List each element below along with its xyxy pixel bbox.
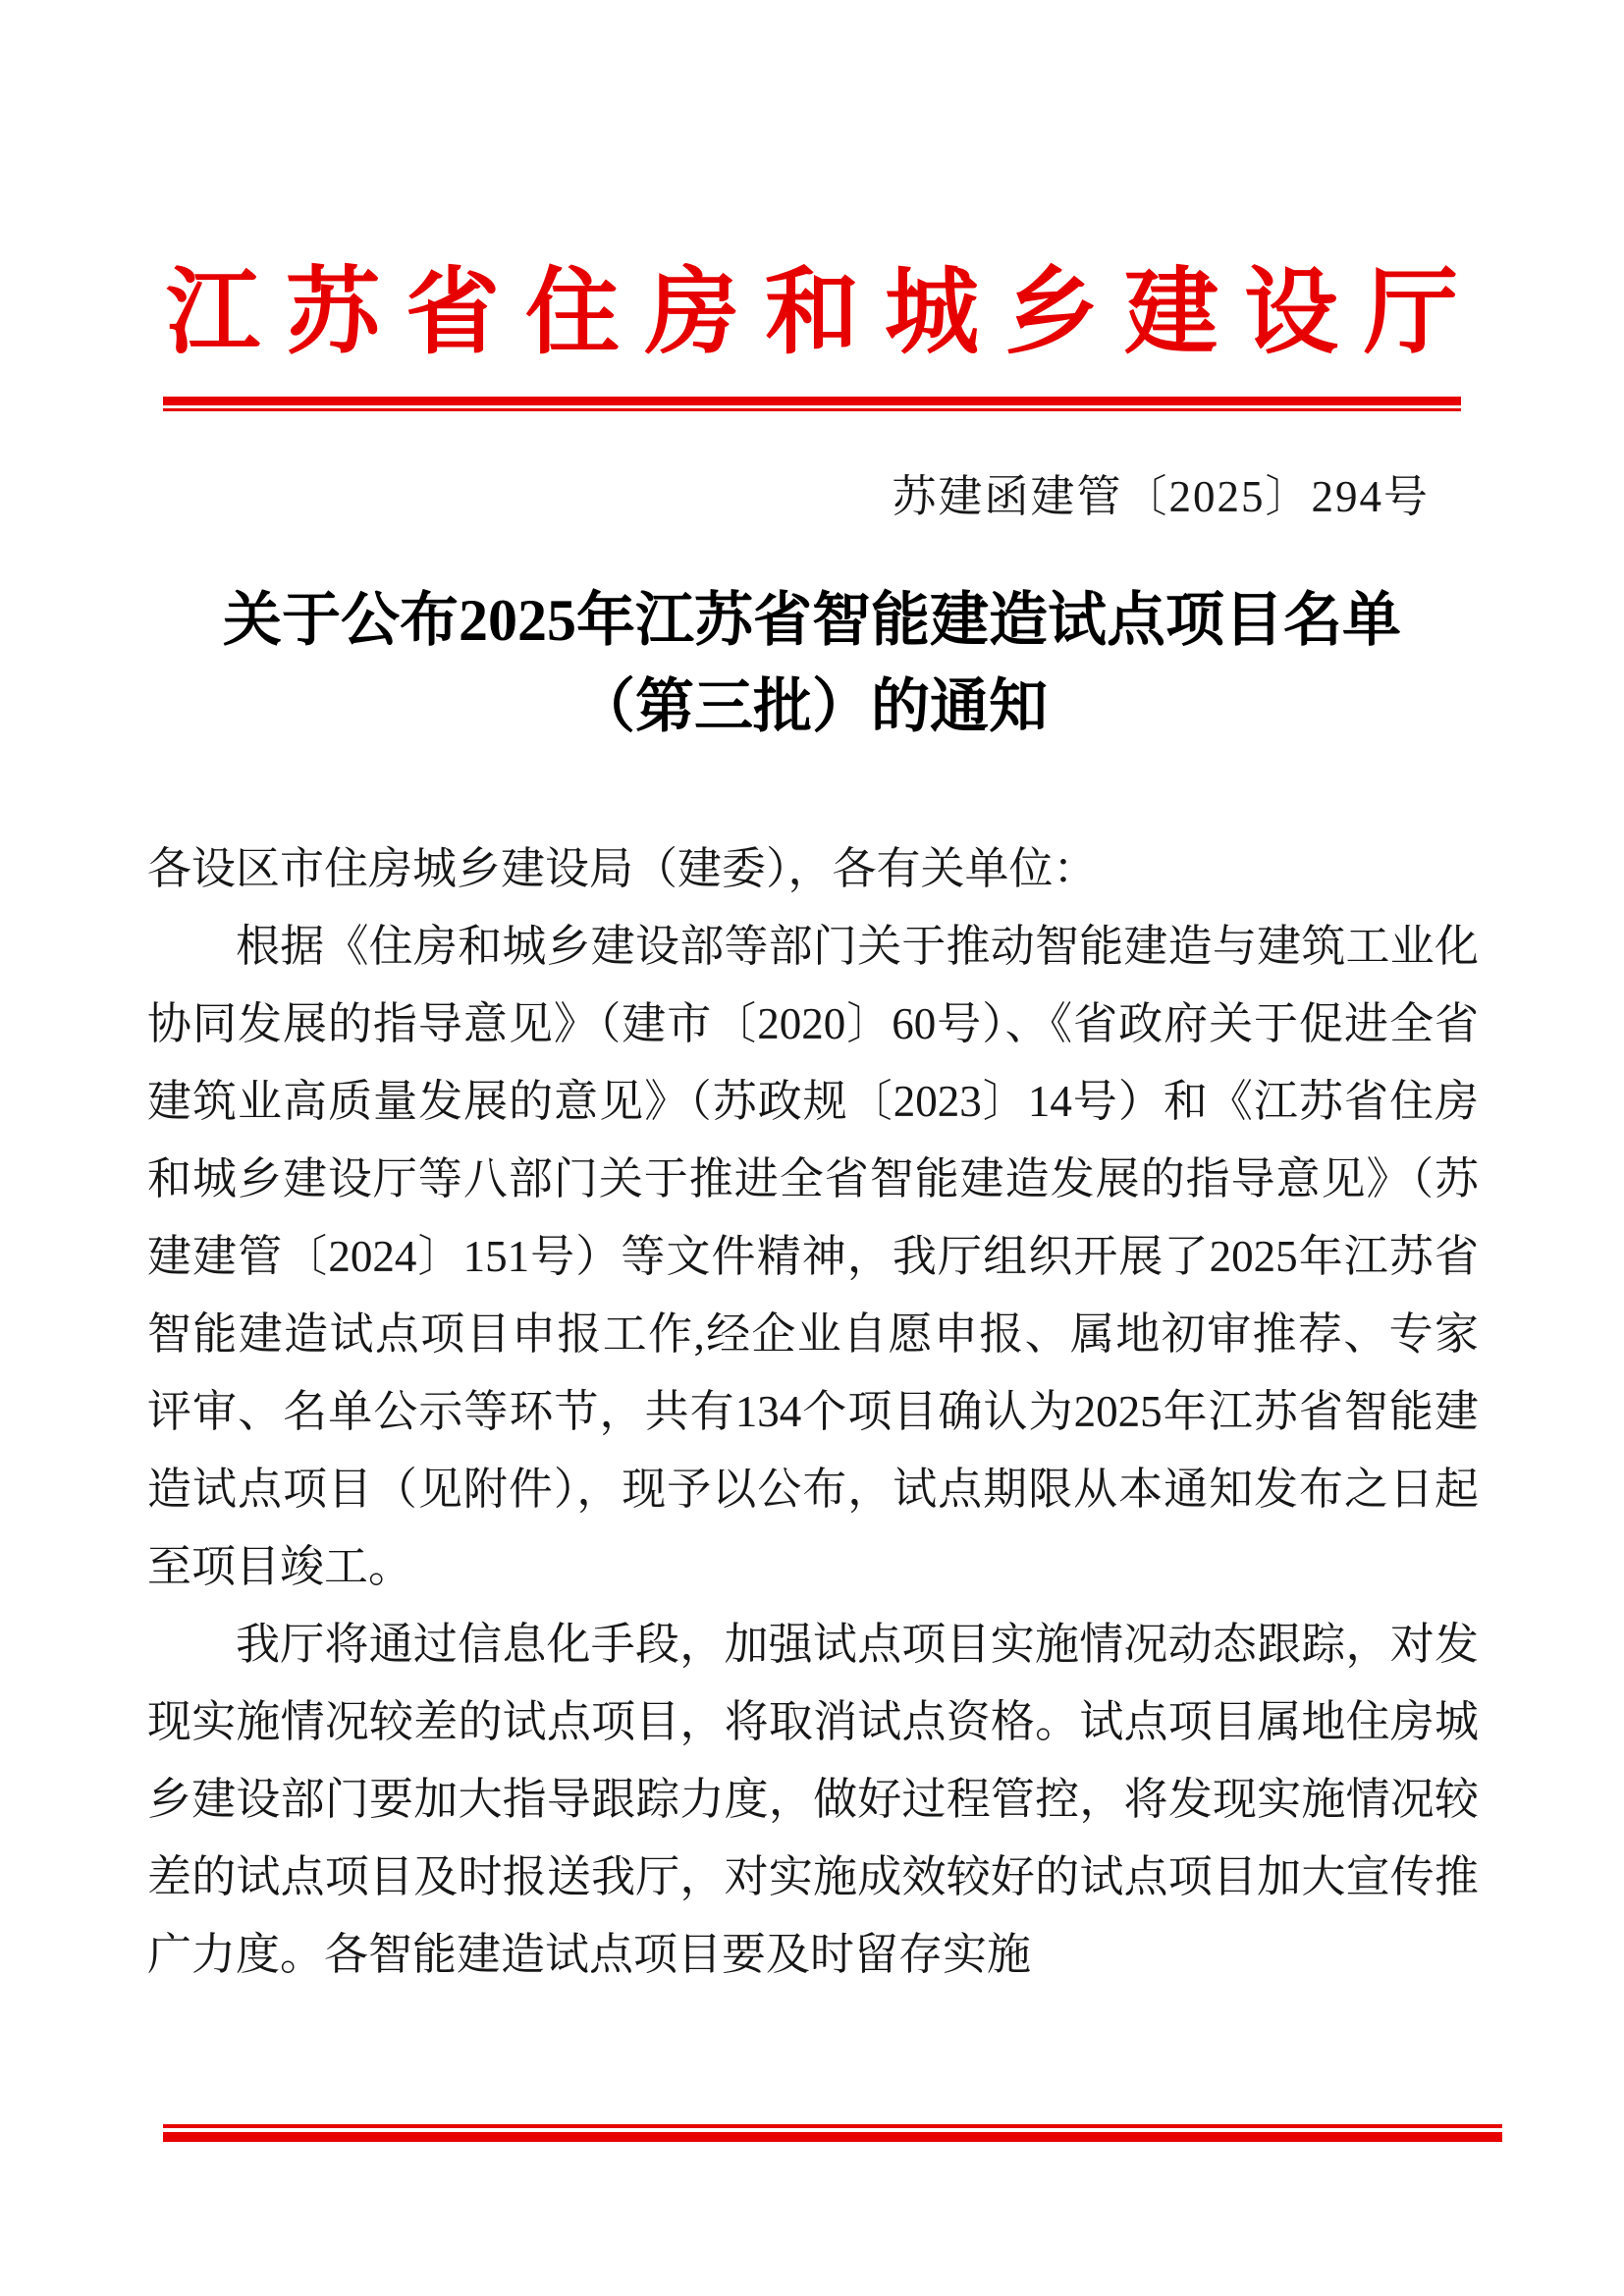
header-divider-line — [163, 397, 1461, 411]
document-title — [98, 577, 1526, 750]
salutation-line: 各设区市住房城乡建设局（建委），各有关单位： — [147, 844, 1098, 893]
header-divider-thin-stroke — [163, 408, 1461, 411]
footer-divider-thin-stroke — [163, 2124, 1502, 2128]
document-body — [147, 830, 1479, 1994]
header-divider-thick-stroke — [163, 397, 1461, 405]
body-paragraph-2: 我厅将通过信息化手段，加强试点项目实施情况动态跟踪，对发现实施情况较差的试点项目，将取消试点资格。试点项目属地住房城乡建设部门要加大指导跟踪力度，做好过程管控，将发现实施情况较差的试点项目及时报送我厅，对实施成效较好的试点项目加大宣传推广力度。各智能建造试点项目要及时留存实施 — [147, 1620, 1479, 1979]
body-paragraph-1: 根据《住房和城乡建设部等部门关于推动智能建造与建筑工业化协同发展的指导意见》（建市〔2020〕60号）、《省政府关于促进全省建筑业高质量发展的意见》（苏政规〔2023〕14号）和《江苏省住房和城乡建设厅等八部门关于推进全省智能建造发展的指导意见》（苏建建管〔2024〕151号）等文件精神，我厅组织开展了2025年江苏省智能建造试点项目申报工作,经企业自愿申报、属地初审推荐、专家评审、名单公示等环节，共有134个项目确认为2025年江苏省智能建造试点项目（见附件），现予以公布，试点期限从本通知发布之日起至项目竣工。 — [147, 922, 1479, 1591]
footer-divider-line — [163, 2124, 1502, 2142]
document-title-line1: 关于公布2025年江苏省智能建造试点项目名单 — [223, 588, 1401, 653]
document-title-line2: （第三批）的通知 — [576, 674, 1048, 739]
footer-divider-thick-stroke — [163, 2132, 1502, 2142]
document-header-org-name: 江苏省住房和城乡建设厅 — [166, 260, 1484, 365]
document-number: 苏建函建管〔2025〕294号 — [892, 472, 1430, 521]
